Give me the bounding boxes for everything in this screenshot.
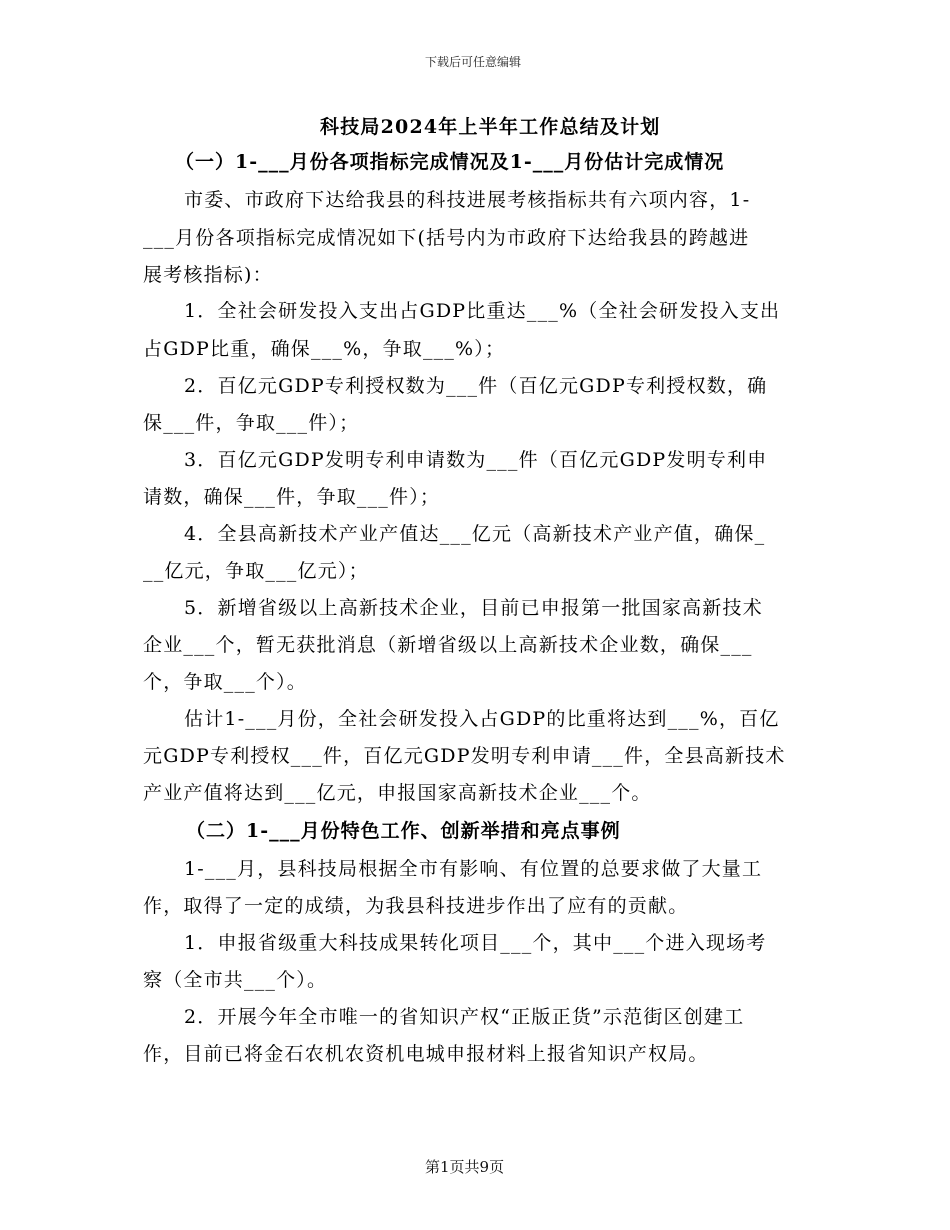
- section-1-intro-line-3: 展考核指标)：: [143, 264, 273, 286]
- estimate-line-1: 估计1-___月份，全社会研发投入占GDP的比重将达到___%，百亿: [184, 708, 780, 730]
- indicator-item-3-line-2: 请数，确保___件，争取___件）；: [143, 486, 441, 508]
- feature-item-1-line-1: 1．申报省级重大科技成果转化项目___个，其中___个进入现场考: [184, 932, 767, 954]
- indicator-item-2-line-2: 保___件，争取___件）；: [143, 412, 360, 434]
- section-2-intro-line-2: 作，取得了一定的成绩，为我县科技进步作出了应有的贡献。: [143, 895, 689, 917]
- feature-item-2-line-1: 2．开展今年全市唯一的省知识产权“正版正货”示范街区创建工: [184, 1006, 745, 1028]
- feature-item-2-line-2: 作，目前已将金石农机农资机电城申报材料上报省知识产权局。: [143, 1043, 709, 1065]
- section-1-intro-line-2: ___月份各项指标完成情况如下(括号内为市政府下达给我县的跨越进: [143, 227, 750, 249]
- estimate-line-3: 产业产值将达到___亿元，申报国家高新技术企业___个。: [143, 782, 652, 804]
- feature-item-1-line-2: 察（全市共___个）。: [143, 969, 328, 991]
- indicator-item-5-line-3: 个，争取___个）。: [143, 671, 308, 693]
- estimate-line-2: 元GDP专利授权___件，百亿元GDP发明专利申请___件，全县高新技术: [143, 745, 786, 767]
- indicator-item-1-line-2: 占GDP比重，确保___%，争取___%）；: [143, 338, 506, 360]
- indicator-item-3-line-1: 3．百亿元GDP发明专利申请数为___件（百亿元GDP发明专利申: [184, 449, 768, 471]
- indicator-item-2-line-1: 2．百亿元GDP专利授权数为___件（百亿元GDP专利授权数，确: [184, 375, 768, 397]
- document-title: 科技局2024年上半年工作总结及计划: [320, 116, 661, 138]
- section-2-heading: （二）1-___月份特色工作、创新举措和亮点事例: [186, 820, 621, 842]
- indicator-item-5-line-1: 5．新增省级以上高新技术企业，目前已申报第一批国家高新技术: [184, 597, 763, 619]
- indicator-item-5-line-2: 企业___个，暂无获批消息（新增省级以上高新技术企业数，确保___: [143, 634, 753, 656]
- section-1-intro-line-1: 市委、市政府下达给我县的科技进展考核指标共有六项内容，1-: [184, 189, 751, 211]
- section-2-intro-line-1: 1-___月，县科技局根据全市有影响、有位置的总要求做了大量工: [184, 858, 763, 880]
- indicator-item-4-line-2: __亿元，争取___亿元）；: [143, 560, 369, 582]
- indicator-item-1-line-1: 1．全社会研发投入支出占GDP比重达___%（全社会研发投入支出: [184, 300, 781, 322]
- page-footer: 第1页共9页: [425, 1158, 505, 1176]
- indicator-item-4-line-1: 4．全县高新技术产业产值达___亿元（高新技术产业产值，确保_: [184, 523, 766, 545]
- page-header: 下载后可任意编辑: [425, 55, 522, 69]
- section-1-heading: （一）1-___月份各项指标完成情况及1-___月份估计完成情况: [175, 151, 725, 173]
